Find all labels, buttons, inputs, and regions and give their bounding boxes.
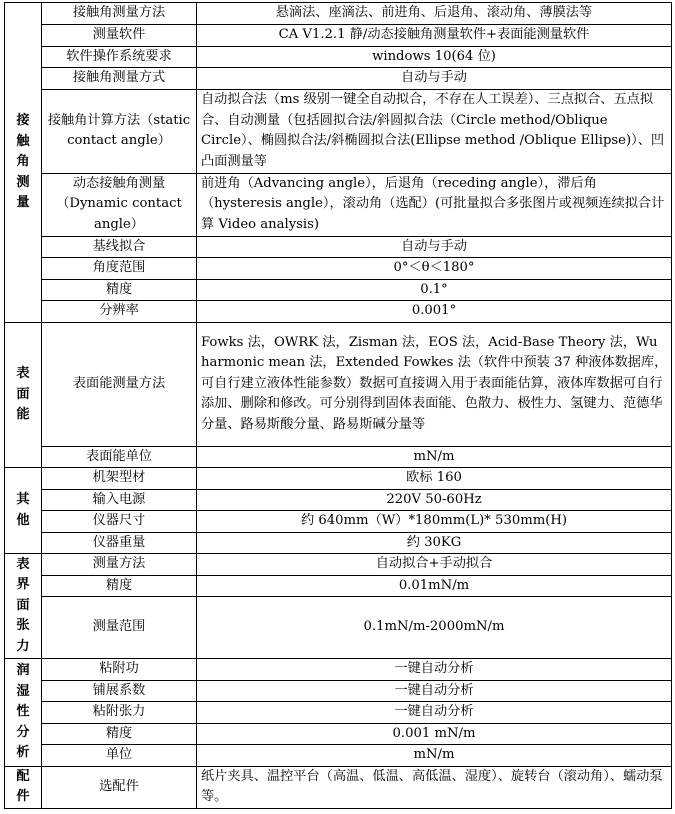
row-label: 输入电源 <box>42 489 197 511</box>
table-row <box>5 680 672 702</box>
row-label: 角度范围 <box>42 258 197 280</box>
table-row <box>5 46 672 68</box>
table-row <box>5 322 672 446</box>
row-value: 欧标 160 <box>197 468 672 490</box>
category-label: 配件 <box>16 768 30 804</box>
row-label: 表面能测量方法 <box>42 322 197 446</box>
row-value: 0.001 mN/m <box>197 723 672 745</box>
row-value: 一键自动分析 <box>197 680 672 702</box>
row-value: 220V 50-60Hz <box>197 489 672 511</box>
row-label: 粘附张力 <box>42 702 197 724</box>
table-row <box>5 89 672 173</box>
row-value: windows 10(64 位) <box>197 46 672 68</box>
table-row <box>5 25 672 47</box>
row-label: 测量范围 <box>42 597 197 659</box>
table-row <box>5 468 672 490</box>
table-row <box>5 446 672 468</box>
category-label: 表界面张力 <box>16 556 30 654</box>
row-label: 基线拟合 <box>42 236 197 258</box>
row-label: 精度 <box>42 575 197 597</box>
row-value: 约 30KG <box>197 532 672 554</box>
row-label: 动态接触角测量（Dynamic contact angle） <box>42 173 197 236</box>
row-label: 表面能单位 <box>42 446 197 468</box>
row-label: 测量方法 <box>42 554 197 576</box>
category-surface-energy <box>5 322 42 468</box>
row-label: 选配件 <box>42 766 197 808</box>
row-label: 精度 <box>42 723 197 745</box>
category-label: 接触角测量 <box>16 113 30 210</box>
category-label: 其他 <box>16 492 30 528</box>
table-row <box>5 301 672 323</box>
row-value: mN/m <box>197 745 672 767</box>
row-label: 机架型材 <box>42 468 197 490</box>
spec-table <box>4 2 672 809</box>
row-label: 仪器重量 <box>42 532 197 554</box>
row-value: 悬滴法、座滴法、前进角、后退角、滚动角、薄膜法等 <box>197 3 672 25</box>
table-row <box>5 597 672 659</box>
table-row <box>5 532 672 554</box>
row-value: CA V1.2.1 静/动态接触角测量软件+表面能测量软件 <box>197 25 672 47</box>
table-row <box>5 659 672 681</box>
category-label: 润湿性分析 <box>16 663 30 760</box>
category-wettability <box>5 659 42 767</box>
category-contact-angle <box>5 3 42 323</box>
row-value: 0.1mN/m-2000mN/m <box>197 597 672 659</box>
row-value: 纸片夹具、温控平台（高温、低温、高低温、湿度）、旋转台（滚动角）、蠕动泵等。 <box>197 766 672 808</box>
row-label: 接触角计算方法（static contact angle） <box>42 89 197 173</box>
table-row <box>5 766 672 808</box>
row-label: 仪器尺寸 <box>42 511 197 533</box>
table-row <box>5 702 672 724</box>
table-row <box>5 68 672 90</box>
row-value: 自动与手动 <box>197 68 672 90</box>
row-label: 分辨率 <box>42 301 197 323</box>
category-interfacial-tension <box>5 554 42 659</box>
table-row <box>5 511 672 533</box>
table-row <box>5 279 672 301</box>
table-row <box>5 723 672 745</box>
row-value: 自动与手动 <box>197 236 672 258</box>
category-label: 表面能 <box>16 366 30 422</box>
row-label: 铺展系数 <box>42 680 197 702</box>
row-value: 约 640mm（W）*180mm(L)* 530mm(H) <box>197 511 672 533</box>
table-row <box>5 489 672 511</box>
row-value: 自动拟合法（ms 级别一键全自动拟合，不存在人工误差）、三点拟合、五点拟合、自动测量（包括圆拟合法/斜圆拟合法（Circle method/Oblique Circle）、椭圆拟合法/斜椭圆拟合法(Ellipse method /Oblique Ellipse)）、凹凸面测量等 <box>197 89 672 173</box>
table-row <box>5 236 672 258</box>
table-row <box>5 258 672 280</box>
row-value: 一键自动分析 <box>197 702 672 724</box>
row-value: mN/m <box>197 446 672 468</box>
row-value: 自动拟合+手动拟合 <box>197 554 672 576</box>
row-label: 测量软件 <box>42 25 197 47</box>
table-row <box>5 575 672 597</box>
row-value: 0.001° <box>197 301 672 323</box>
row-label: 接触角测量方法 <box>42 3 197 25</box>
row-label: 粘附功 <box>42 659 197 681</box>
row-value: 前进角（Advancing angle），后退角（receding angle），滞后角（hysteresis angle），滚动角（选配）(可批量拟合多张图片或视频连续拟合计算 Video analysis) <box>197 173 672 236</box>
table-row <box>5 173 672 236</box>
row-value: 0.01mN/m <box>197 575 672 597</box>
row-label: 软件操作系统要求 <box>42 46 197 68</box>
row-value: 一键自动分析 <box>197 659 672 681</box>
table-row <box>5 3 672 25</box>
row-label: 精度 <box>42 279 197 301</box>
row-value: 0.1° <box>197 279 672 301</box>
category-other <box>5 468 42 554</box>
row-label: 单位 <box>42 745 197 767</box>
table-row <box>5 745 672 767</box>
row-label: 接触角测量方式 <box>42 68 197 90</box>
table-row <box>5 554 672 576</box>
row-value: Fowks 法，OWRK 法，Zisman 法，EOS 法，Acid-Base Theory 法，Wu harmonic mean 法，Extended Fowkes 法（软件中预装 37 种液体数据库，可自行建立液体性能参数）数据可直接调入用于表面能估算，液体库数据可自行添加、删除和修改。可分别得到固体表面能、色散力、极性力、氢键力、范德华分量、路易斯酸分量、路易斯碱分量等 <box>197 322 672 446</box>
row-value: 0°＜θ＜180° <box>197 258 672 280</box>
category-accessories <box>5 766 42 808</box>
